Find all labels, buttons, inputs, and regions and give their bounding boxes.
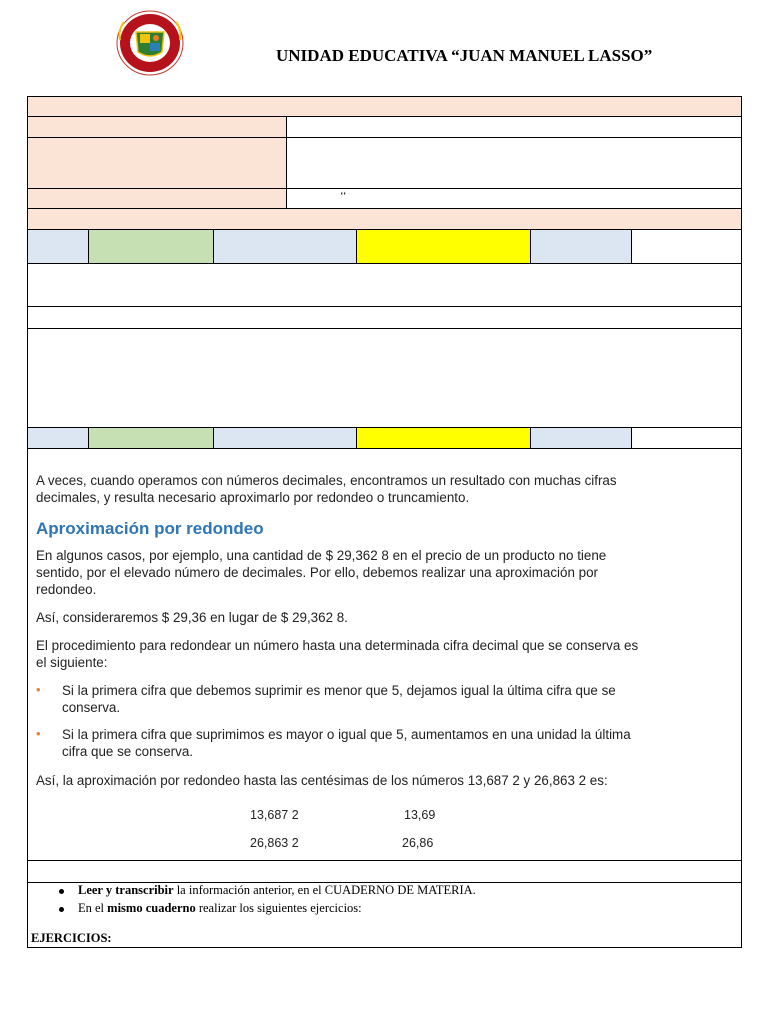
- form-value-cell-2[interactable]: [286, 137, 742, 189]
- color-cell-blue-5: [213, 427, 357, 449]
- form-header-row: [27, 96, 742, 117]
- exercises-label: EJERCICIOS:: [31, 931, 112, 945]
- color-cell-white-1: [631, 229, 742, 264]
- example-rounded-1: 13,69: [404, 808, 436, 822]
- instruction-2-start: En el: [78, 901, 108, 915]
- school-title: UNIDAD EDUCATIVA “JUAN MANUEL LASSO”: [276, 46, 653, 65]
- color-cell-blue-4: [27, 427, 89, 449]
- empty-row-1: [27, 263, 742, 307]
- bullet-icon: [59, 907, 64, 912]
- form-label-cell-2: [27, 137, 287, 189]
- form-value-cell-3[interactable]: [286, 188, 742, 209]
- color-cell-blue-6: [530, 427, 632, 449]
- color-cell-yellow-1: [356, 229, 531, 264]
- empty-row-2: [27, 306, 742, 329]
- instruction-2-bold: mismo cuaderno: [107, 901, 196, 915]
- empty-row-3: [27, 328, 742, 428]
- instruction-1-mid: la información anterior, en el: [173, 883, 325, 897]
- bullet-icon: •: [36, 726, 41, 741]
- lesson-paragraph-2: Así, consideraremos $ 29,36 en lugar de $ 29,362 8.: [36, 610, 348, 625]
- instruction-item-2: [78, 901, 362, 916]
- lesson-paragraph-1: En algunos casos, por ejemplo, una cantidad de $ 29,362 8 en el precio de un producto no tiene sentido, por el elevado número de decimales. Por ello, debemos realizar una aproximación por redondeo.: [36, 548, 607, 597]
- instruction-1-caps: CUADERNO DE MATERIA: [324, 883, 473, 897]
- lesson-bullet-1: Si la primera cifra que debemos suprimir es menor que 5, dejamos igual la última cifra que se conserva.: [62, 683, 616, 715]
- instruction-item-1: [78, 883, 476, 898]
- lesson-intro: A veces, cuando operamos con números decimales, encontramos un resultado con muchas cifras decimales, y resulta necesario aproximarlo por redondeo o truncamiento.: [36, 473, 617, 505]
- color-cell-blue-3: [530, 229, 632, 264]
- form-value-cell-1[interactable]: [286, 116, 742, 138]
- lesson-paragraph-3: El procedimiento para redondear un número hasta una determinada cifra decimal que se conserva es el siguiente:: [36, 638, 639, 670]
- color-cell-green-1: [88, 229, 214, 264]
- color-cell-green-2: [88, 427, 214, 449]
- example-rounded-2: 26,86: [402, 836, 434, 850]
- bullet-icon: •: [36, 682, 41, 697]
- instruction-1-end: .: [472, 883, 476, 897]
- color-cell-white-2: [631, 427, 742, 449]
- instruction-1-bold: Leer y transcribir: [78, 883, 174, 897]
- lesson-paragraph-4: Así, la aproximación por redondeo hasta las centésimas de los números 13,687 2 y 26,863 2 es:: [36, 773, 608, 788]
- color-cell-yellow-2: [356, 427, 531, 449]
- color-cell-blue-1: [27, 229, 89, 264]
- color-cell-blue-2: [213, 229, 357, 264]
- form-section-row: [27, 208, 742, 230]
- form-label-cell-1: [27, 116, 287, 138]
- school-crest-icon: [116, 10, 184, 76]
- bullet-icon: [59, 889, 64, 894]
- example-original-1: 13,687 2: [250, 808, 299, 822]
- empty-row-4: [27, 860, 742, 883]
- lesson-heading: Aproximación por redondeo: [36, 519, 264, 538]
- form-label-cell-3: [27, 188, 287, 209]
- example-original-2: 26,863 2: [250, 836, 299, 850]
- quote-mark: ‘‘: [340, 190, 347, 202]
- lesson-bullet-2: Si la primera cifra que suprimimos es mayor o igual que 5, aumentamos en una unidad la última cifra que se conserva.: [62, 727, 631, 759]
- instruction-2-end: realizar los siguientes ejercicios:: [195, 901, 362, 915]
